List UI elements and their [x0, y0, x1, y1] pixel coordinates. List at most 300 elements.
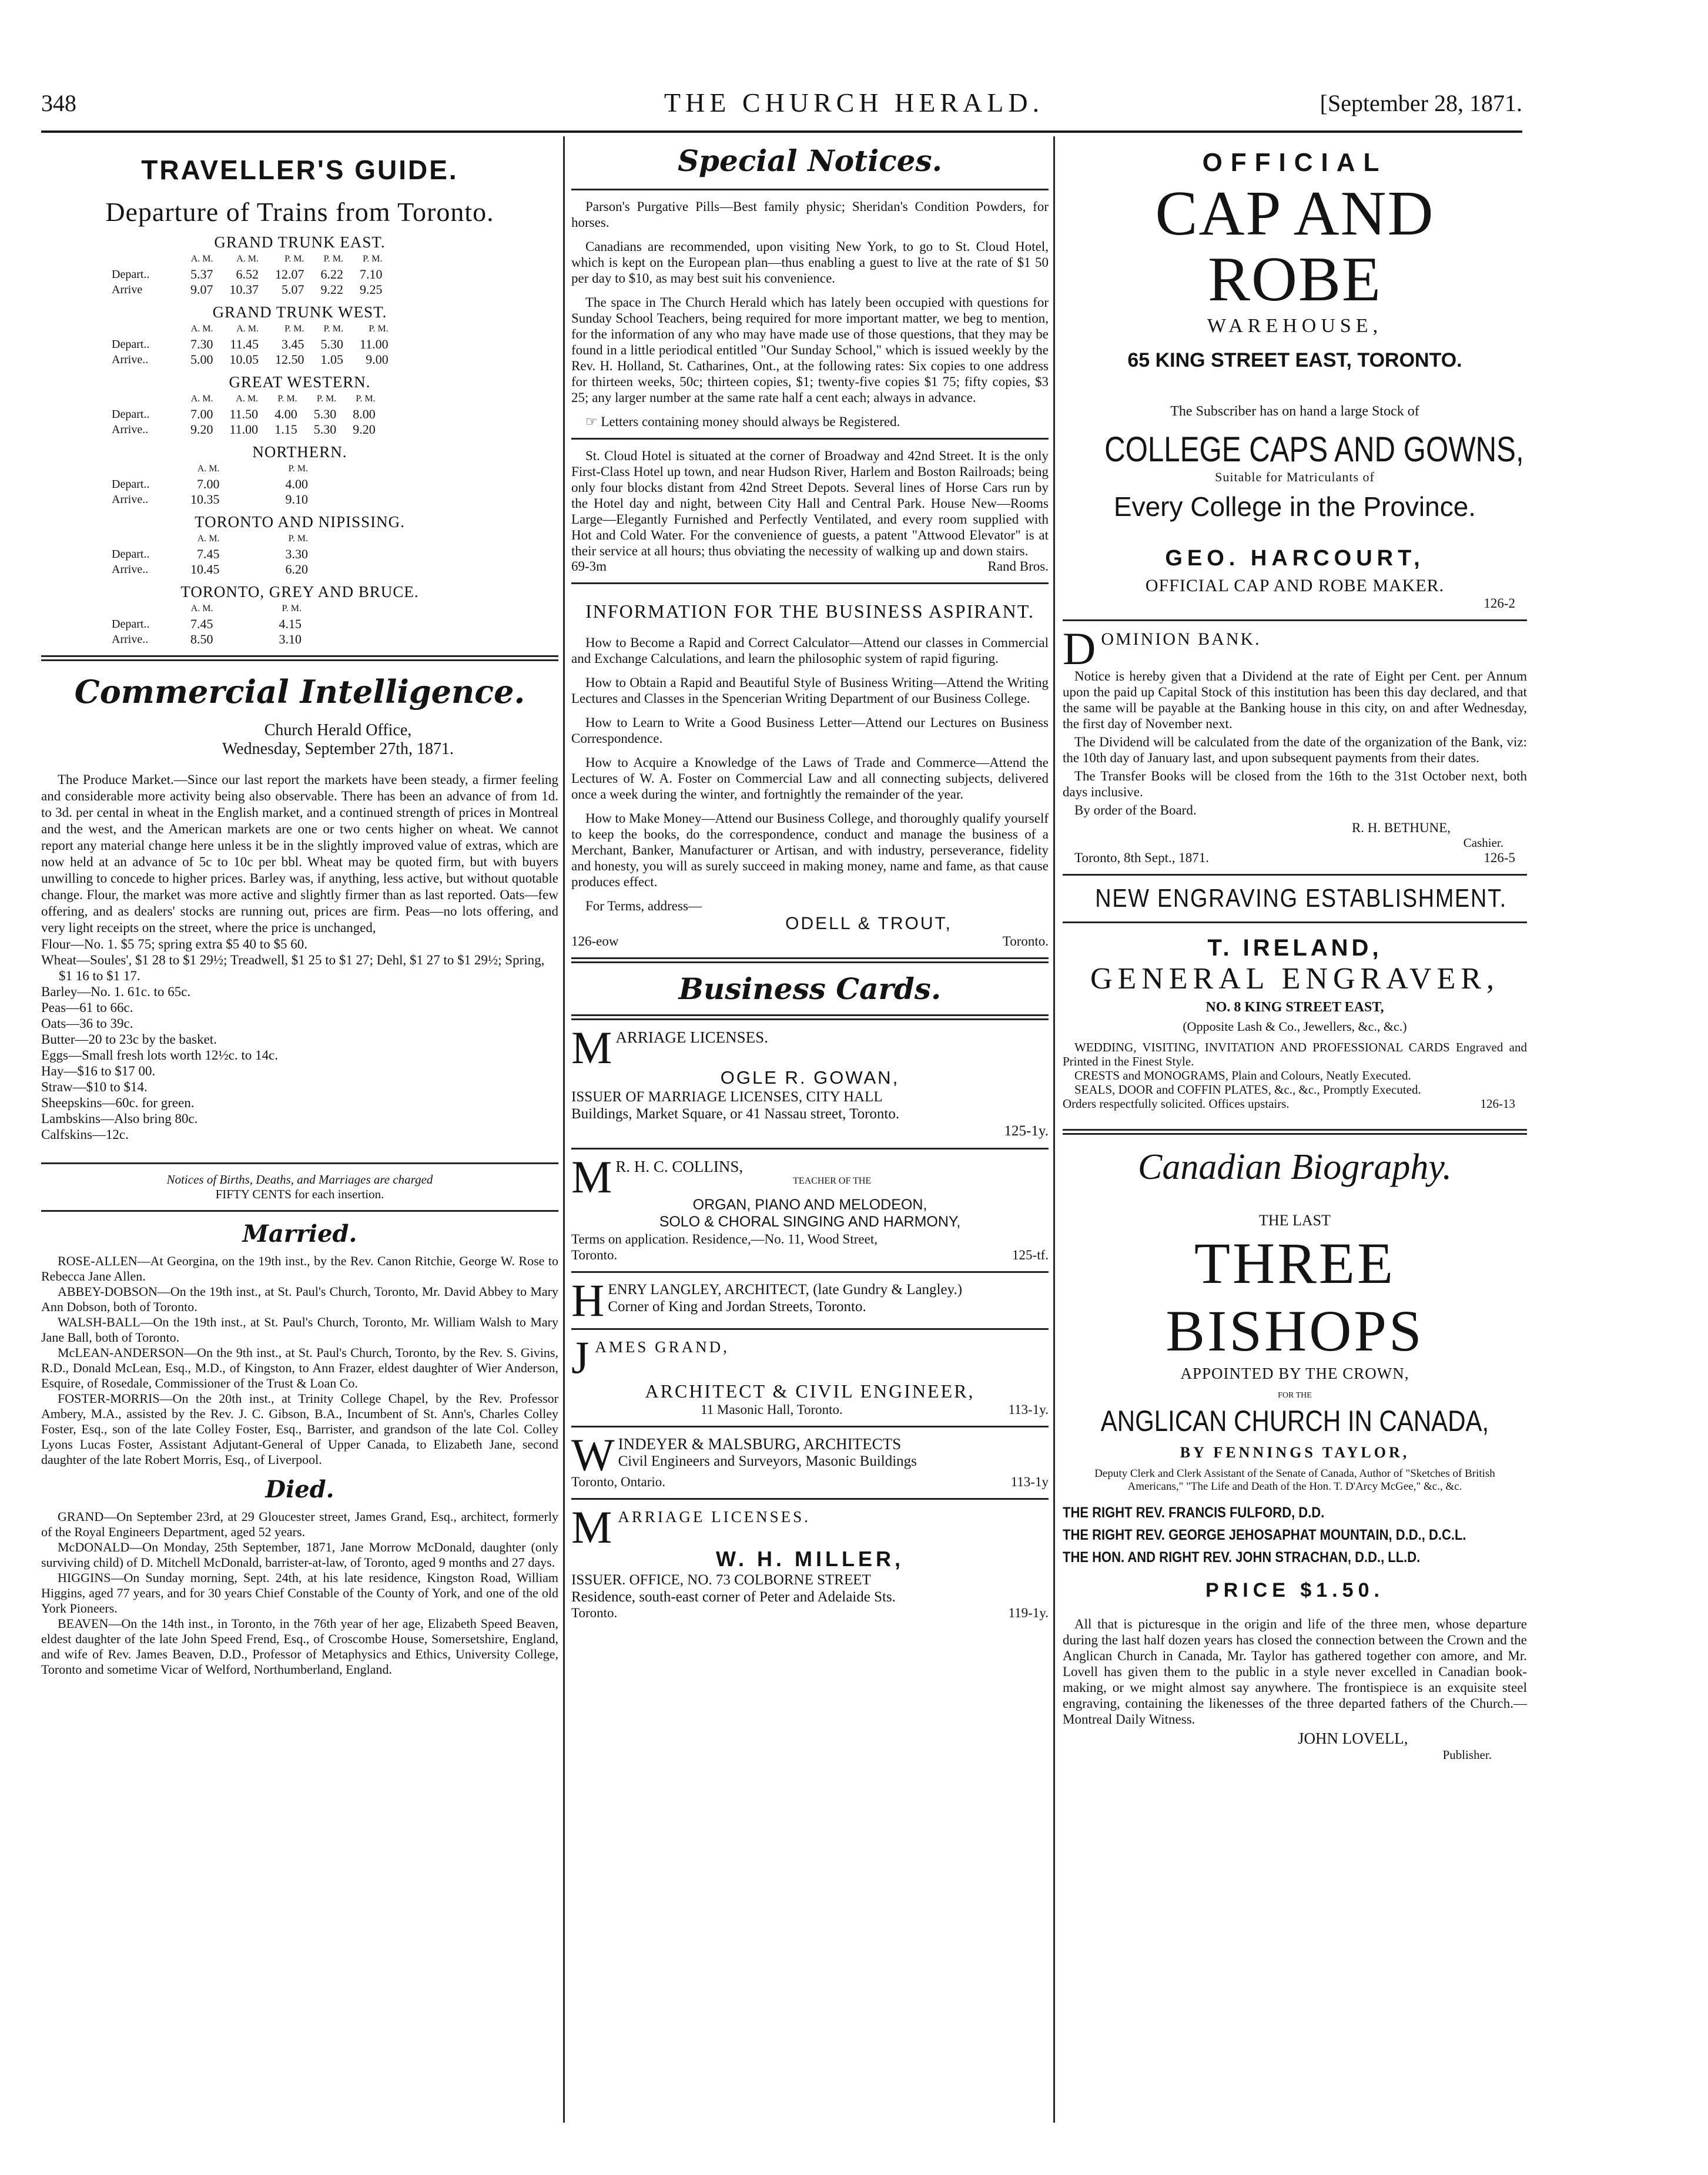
three-bishops-headline: THREE BISHOPS [1166, 1231, 1424, 1363]
timetable-time: 11.45 [230, 337, 259, 351]
terms-line: For Terms, address— [585, 899, 702, 913]
cap-robe-ref: 126-2 [1483, 596, 1515, 611]
engraver-opposite: (Opposite Lash & Co., Jewellers, &c., &c.) [1183, 1019, 1407, 1034]
timetable-corner [112, 601, 182, 616]
card-name: OGLE R. GOWAN, [720, 1067, 900, 1088]
timetable-corner [112, 531, 182, 547]
card-footer [571, 1248, 1049, 1263]
timetable-time [261, 492, 277, 507]
warehouse-address: 65 KING STREET EAST, TORONTO. [1127, 349, 1462, 371]
timetable-hour: A. M. [236, 324, 259, 334]
hotel-signature [571, 559, 1049, 574]
timetable-row [112, 562, 316, 577]
timetable-label: Arrive [112, 283, 143, 296]
card-line: Terms on application. Residence,—No. 11, Wood Street, [571, 1232, 878, 1246]
railway-name: GRAND TRUNK EAST. [214, 233, 386, 251]
railway-name: GREAT WESTERN. [229, 373, 371, 391]
column-rule [1053, 136, 1055, 2123]
section-rule [41, 655, 558, 661]
card-ref: 119-1y. [1008, 1606, 1049, 1620]
died-title: Died. [265, 1476, 334, 1503]
bishop-list [1063, 1502, 1527, 1569]
timetable-hour: A. M. [190, 604, 213, 614]
timetable-time: 9.20 [190, 422, 213, 437]
timetable-time: 5.30 [313, 422, 337, 437]
book-price: PRICE $1.50. [1205, 1579, 1384, 1601]
card-footer [571, 1402, 1049, 1417]
timetable-time: 10.37 [229, 282, 259, 297]
price-item: Straw—$10 to $14. [41, 1080, 148, 1094]
timetable-hour [245, 531, 261, 547]
timetable-time: 8.00 [353, 407, 376, 421]
bishop-name: THE RIGHT REV. GEORGE JEHOSAPHAT MOUNTAIN, D.D., D.C.L. [1063, 1527, 1466, 1543]
special-notices-list [571, 199, 1049, 430]
timetable-time: 10.45 [190, 562, 220, 577]
railway-name: TORONTO, GREY AND BRUCE. [180, 583, 419, 601]
card-langley [571, 1275, 1049, 1326]
price-item: Calfskins—12c. [41, 1127, 129, 1142]
card-line: Corner of King and Jordan Streets, Toronto. [608, 1299, 866, 1315]
card-ref: 125-tf. [1012, 1248, 1049, 1262]
section-rule [571, 1271, 1049, 1273]
marriage-notice: WALSH-BALL—On the 19th inst., at St. Paul's Church, Toronto, Mr. William Walsh to Mary Jane Ball, both of Toronto. [41, 1315, 558, 1345]
card-ref: 113-1y. [1008, 1402, 1049, 1417]
biography-title: Canadian Biography. [1138, 1147, 1452, 1187]
card-line: Residence, south-east corner of Peter and Adelaide Sts. [571, 1589, 896, 1605]
timetable [112, 461, 316, 507]
engraving-service: WEDDING, VISITING, INVITATION AND PROFESSIONAL CARDS Engraved and Printed in the Finest Style. [1063, 1040, 1527, 1068]
price-item: Hay—$16 to $17 00. [41, 1064, 156, 1078]
timetable-row [112, 422, 384, 437]
business-info-item: How to Acquire a Knowledge of the Laws of Trade and Commerce—Attend the Lectures of W. A. Foster on Commercial Law and all connecting subjects, delivered once a week during the winter, and fortnightly the remainder of the year. [571, 755, 1049, 802]
drop-cap: J [571, 1332, 592, 1383]
card-sub: TEACHER OF THE [793, 1176, 872, 1186]
timetable-time: 1.15 [274, 422, 297, 437]
bishop-name: THE RIGHT REV. FRANCIS FULFORD, D.D. [1063, 1504, 1325, 1521]
timetable-hour: P. M. [277, 394, 297, 404]
timetable-label: Depart.. [112, 338, 150, 351]
timetable-time: 12.50 [275, 352, 304, 367]
timetable-hour: A. M. [190, 254, 213, 264]
marriage-notice: ROSE-ALLEN—At Georgina, on the 19th inst., by the Rev. Canon Ritchie, George W. Rose to Rebecca Jane Allen. [41, 1254, 558, 1283]
timetable-time: 4.00 [274, 407, 297, 421]
timetable-row [112, 352, 397, 367]
timetable-hour: P. M. [284, 324, 304, 334]
timetable-time: 7.30 [190, 337, 213, 351]
timetable-hour: P. M. [356, 394, 376, 404]
timetable-time: 11.50 [229, 407, 259, 421]
section-rule [571, 1148, 1049, 1150]
timetable-hour: A. M. [197, 464, 220, 474]
timetable-hour: P. M. [288, 464, 308, 474]
card-ref: 125-1y. [1004, 1123, 1049, 1139]
timetable-hour [245, 461, 261, 477]
timetable-time: 10.05 [229, 352, 259, 367]
timetable-row [112, 632, 310, 647]
married-title: Married. [242, 1220, 357, 1248]
section-rule [41, 1162, 558, 1164]
maker-title: OFFICIAL CAP AND ROBE MAKER. [1145, 576, 1445, 595]
timetable-time: 9.07 [190, 282, 213, 297]
price-item: Lambskins—Also bring 80c. [41, 1111, 198, 1126]
every-college-line: Every College in the Province. [1113, 491, 1476, 522]
college-signature [571, 934, 1049, 949]
card-line: Civil Engineers and Surveyors, Masonic Buildings [618, 1453, 917, 1469]
book-review: All that is picturesque in the origin and life of the three men, whose departure during the last half dozen years has closed the connection between the Crown and the Anglican Church in Canada, Mr. Taylor has gathered together con amore, and Mr. Lovell has given them to the public in a style never excelled in Canadian book-making, or we might almost say anywhere. The frontispiece is an exquisite steel engraving, containing the likenesses of the three departed fathers of the Church.—Montreal Daily Witness. [1063, 1617, 1527, 1727]
timetable-hour: A. M. [190, 324, 213, 334]
card-city: Toronto, Ontario. [571, 1474, 666, 1489]
for-the-line: FOR THE [1278, 1391, 1312, 1400]
card-heading: ARRIAGE LICENSES. [618, 1508, 811, 1526]
timetable-time: 3.10 [279, 632, 302, 646]
timetable-time: 9.20 [353, 422, 376, 437]
commercial-title: Commercial Intelligence. [74, 673, 525, 711]
official-label: OFFICIAL [1202, 148, 1388, 177]
timetable [112, 252, 391, 297]
marriage-notice: FOSTER-MORRIS—On the 20th inst., at Trinity College Chapel, by the Rev. Professor Ambery, M.A., assisted by the Rev. J. C. Gibson, B.A., Incumbent of St. Ann's, Charles Colley Foster, Esq., son of the late Colley Foster, Esq., Barrister, and grandson of the late Col. Colley Lyons Lucas Foster, Assistant Adjutant-General of Upper Canada, to Elizabeth Jane, second daughter of the late Robert Morris, Esq., of Liverpool. [41, 1391, 558, 1467]
timetable-time [222, 616, 238, 632]
the-last-line: THE LAST [1258, 1212, 1331, 1229]
notice-charges [41, 1172, 558, 1202]
timetable-time: 4.15 [279, 616, 302, 631]
special-notice: ☞ Letters containing money should always be Registered. [585, 414, 900, 429]
marriage-notice: McLEAN-ANDERSON—On the 9th inst., at St. Paul's Church, Toronto, by the Rev. S. Givins, R.D., Donald McLean, Esq., M.D., of Kingston, to Ann Frazer, eldest daughter of Wier Anderson, Esquire, of Rosedale, Commissioner of the Trust & Loan Co. [41, 1345, 558, 1390]
engraving-service: CRESTS and MONOGRAMS, Plain and Colours, Neatly Executed. [1074, 1068, 1411, 1083]
special-notice: The space in The Church Herald which has lately been occupied with questions for Sunday School Teachers, being required for more important matter, we beg to mention, for the information of any who may have made use of those questions, that they may be found in a little periodical entitled "Our Sunday School," which is issued weekly by the Rev. H. Holland, St. Catharines, Ont., at the following rates: Six copies to one address for thirteen weeks, 50c; thirteen copies, $1; twenty-five copies $1 75; fifty copies, $3 25; any larger number at the same rate half a cent each; always in advance. [571, 295, 1049, 405]
timetable-time: 7.45 [197, 547, 220, 561]
engraving-footer [1063, 1097, 1527, 1111]
timetable-hour [228, 531, 245, 547]
timetable [112, 601, 310, 647]
bank-title: OMINION BANK. [1101, 629, 1261, 649]
office-line [118, 721, 558, 759]
timetable-time: 9.10 [285, 492, 308, 507]
death-notice: McDONALD—On Monday, 25th September, 1871, Jane Morrow McDonald, daughter (only surviving child) of D. Mitchell McDonald, barrister-at-law, of Toronto, aged 9 months and 27 days. [41, 1540, 558, 1570]
timetable-hour: P. M. [323, 324, 343, 334]
masthead: THE CHURCH HERALD. [664, 88, 1044, 118]
business-info-item: How to Make Money—Attend our Business College, and thoroughly qualify yourself to keep the books, do the correspondence, conduct and manage the business of a Merchant, Banker, Manufacturer or Artisan, and with industry, perseverance, fidelity and honesty, you will as surely succeed in making money, name and fame, as that cause produces effect. [571, 811, 1049, 889]
bank-paragraph: The Dividend will be calculated from the date of the organization of the Bank, viz: the 10th day of January last, and upon subsequent payments from their dates. [1063, 735, 1527, 765]
card-line: SOLO & CHORAL SINGING AND HARMONY, [659, 1214, 961, 1230]
bank-signer: R. H. BETHUNE, [1351, 820, 1451, 835]
bank-paragraph: By order of the Board. [1074, 803, 1197, 817]
timetable-hour: A. M. [236, 394, 259, 404]
section-rule [571, 957, 1049, 963]
timetable-label: Arrive.. [112, 633, 149, 646]
section-rule [571, 1014, 1049, 1020]
timetable-hour: P. M. [323, 254, 343, 264]
timetable-hour [261, 461, 277, 477]
timetable-time: 7.45 [190, 616, 213, 631]
card-gowan [571, 1022, 1049, 1140]
engraving-headline: NEW ENGRAVING ESTABLISHMENT. [1095, 884, 1507, 913]
bank-dateline: Toronto, 8th Sept., 1871. [1074, 850, 1210, 865]
caps-gowns-headline: COLLEGE CAPS AND GOWNS, [1104, 430, 1524, 469]
timetable [112, 391, 384, 437]
travellers-guide-title: TRAVELLER'S GUIDE. [141, 155, 458, 185]
death-notice: HIGGINS—On Sunday morning, Sept. 24th, at his late residence, Kingston Road, William Higgins, aged 77 years, and for 30 years Chief Constable of the County of York, and one of the old York Pioneers. [41, 1570, 558, 1616]
timetable-hour [261, 531, 277, 547]
timetable-time: 5.07 [282, 282, 304, 297]
college-firm: ODELL & TROUT, [785, 914, 952, 933]
price-item: Wheat—Soules', $1 28 to $1 29½; Treadwell, $1 25 to $1 27; Dehl, $1 27 to $1 29½; Spring, $1 16 to $1 17. [41, 953, 545, 983]
section-rule [1063, 1129, 1527, 1135]
timetable-row [112, 616, 310, 632]
price-item: Barley—No. 1. 61c. to 65c. [41, 984, 191, 999]
section-rule [1063, 874, 1527, 876]
card-grand [571, 1332, 1049, 1417]
card-windeyer [571, 1429, 1049, 1490]
timetable-time: 7.00 [190, 407, 213, 421]
timetable-time: 1.05 [320, 352, 343, 367]
timetable-time [238, 616, 254, 632]
timetable-time [261, 562, 277, 577]
train-timetable [41, 233, 558, 647]
college-ref: 126-eow [571, 934, 619, 949]
timetable-row [112, 267, 391, 282]
death-notice: BEAVEN—On the 14th inst., in Toronto, in the 76th year of her age, Elizabeth Speed Beaven, eldest daughter of the late John Speed Frend, Esq., of Croscombe House, Somersetshire, England, and wife of Rev. James Beaven, D.D., Professor of Metaphysics and Ethics, University College, Toronto and sometime Vicar of Welford, Northumberland, England. [41, 1616, 558, 1677]
timetable-hour: P. M. [369, 324, 389, 334]
card-heading: R. H. C. COLLINS, [615, 1158, 744, 1175]
drop-cap: M [571, 1022, 612, 1073]
appointed-line: APPOINTED BY THE CROWN, [1180, 1365, 1409, 1382]
timetable-corner [112, 321, 182, 337]
marriage-notice: ABBEY-DOBSON—On the 19th inst., at St. Paul's Church, Toronto, Mr. David Abbey to Mary Ann Dobson, both of Toronto. [41, 1284, 558, 1314]
card-miller [571, 1502, 1049, 1621]
timetable-time [228, 562, 245, 577]
column-middle [571, 141, 1049, 1621]
drop-cap: M [571, 1151, 612, 1202]
timetable-row [112, 407, 384, 422]
special-notices-title: Special Notices. [677, 143, 943, 178]
engraving-ref: 126-13 [1480, 1097, 1515, 1111]
timetable-hour: P. M. [363, 254, 383, 264]
timetable-time: 6.20 [285, 562, 308, 577]
timetable-time: 3.30 [285, 547, 308, 561]
hotel-advert: St. Cloud Hotel is situated at the corner of Broadway and 42nd Street. It is the only First-Class Hotel up town, and near Hudson River, Harlem and Boston Railroads; being only four blocks distant from 42nd Street Depots. Several lines of Horse Cars run by the Hotel day and night, between City Hall and Central Park. House New—Rooms Large—Elegantly Furnished and Perfectly Ventilated, and every room supplied with Hot and Cold Water. For the convenience of guests, a patent "Attwood Elevator" is at their service at all hours; thus obviating the necessity of walking up and down stairs. [571, 448, 1049, 558]
section-rule [1063, 619, 1527, 621]
hotel-ref: 69-3m [571, 559, 607, 574]
section-rule [571, 189, 1049, 190]
card-title: ARCHITECT & CIVIL ENGINEER, [645, 1380, 975, 1402]
page-number: 348 [41, 90, 76, 116]
section-rule [571, 1426, 1049, 1427]
timetable-time [228, 547, 245, 562]
issue-date: [September 28, 1871. [1319, 90, 1522, 116]
timetable-time [222, 632, 238, 647]
card-city: Toronto. [571, 1248, 618, 1262]
engraver-trade: GENERAL ENGRAVER, [1090, 962, 1500, 996]
author-line: BY FENNINGS TAYLOR, [1180, 1444, 1410, 1461]
special-notice: Parson's Purgative Pills—Best family physic; Sheridan's Condition Powders, for horses. [571, 199, 1049, 230]
engraver-address: NO. 8 KING STREET EAST, [1205, 1000, 1384, 1015]
timetable-hour [254, 601, 271, 616]
author-description: Deputy Clerk and Clerk Assistant of the Senate of Canada, Author of "Sketches of British Americans," "The Life and Death of the Hon. T. D'Arcy McGee," &c., &c. [1094, 1467, 1495, 1493]
timetable-corner [112, 252, 182, 267]
timetable-label: Arrive.. [112, 493, 149, 506]
timetable-time: 8.50 [190, 632, 213, 646]
drop-cap: W [571, 1429, 615, 1480]
card-address: 11 Masonic Hall, Toronto. [701, 1402, 843, 1417]
business-info-title: INFORMATION FOR THE BUSINESS ASPIRANT. [585, 601, 1034, 622]
suitable-line: Suitable for Matriculants of [1215, 470, 1375, 484]
card-name: W. H. MILLER, [716, 1547, 904, 1571]
timetable-row [112, 547, 316, 562]
notice-charge-line: Notices of Births, Deaths, and Marriages are charged [166, 1172, 433, 1187]
business-cards-title: Business Cards. [678, 971, 942, 1006]
timetable-time [245, 477, 261, 492]
section-rule [571, 1328, 1049, 1330]
timetable-hour [222, 601, 238, 616]
card-line: ORGAN, PIANO AND MELODEON, [692, 1197, 927, 1213]
timetable-time: 4.00 [285, 477, 308, 491]
bank-paragraph: Notice is hereby given that a Dividend at the rate of Eight per Cent. per Annum upon the paid up Capital Stock of this institution has been this day declared, and that the same will be payable at the Banking house in this city, on and after Wednesday, the first day of November next. [1063, 669, 1527, 731]
timetable-hour: A. M. [190, 394, 213, 404]
business-info-item: How to Obtain a Rapid and Beautiful Style of Business Writing—Attend the Writing Lectures and Classes in the Spencerian Writing Department of our Business College. [571, 675, 1049, 706]
timetable-time: 5.37 [190, 267, 213, 281]
timetable-row [112, 282, 391, 297]
timetable-corner [112, 461, 182, 477]
college-city: Toronto. [1002, 934, 1049, 949]
notice-charge-price: FIFTY CENTS for each insertion. [215, 1187, 384, 1201]
card-collins [571, 1151, 1049, 1263]
timetable-time [245, 547, 261, 562]
timetable-time [245, 562, 261, 577]
timetable-time: 5.30 [320, 337, 343, 351]
timetable-time [254, 632, 271, 647]
card-line: ISSUER. OFFICE, NO. 73 COLBORNE STREET [571, 1572, 871, 1588]
office-name: Church Herald Office, [264, 721, 412, 739]
bank-paragraphs [1063, 668, 1527, 818]
timetable-hour: A. M. [197, 534, 220, 544]
timetable-label: Depart.. [112, 408, 150, 421]
engraving-service: SEALS, DOOR and COFFIN PLATES, &c., &c., Promptly Executed. [1074, 1083, 1421, 1097]
card-footer [571, 1474, 1049, 1490]
timetable [112, 531, 316, 577]
travellers-guide-subtitle: Departure of Trains from Toronto. [105, 197, 494, 227]
header-rule [41, 130, 1522, 133]
bishop-name: THE HON. AND RIGHT REV. JOHN STRACHAN, D.D., LL.D. [1063, 1549, 1421, 1566]
died-list [41, 1509, 558, 1677]
timetable-time: 5.00 [190, 352, 213, 367]
publisher-title: Publisher. [1442, 1748, 1492, 1762]
dominion-bank-notice [1063, 623, 1527, 866]
price-item: Flour—No. 1. $5 75; spring extra $5 40 to $5 60. [41, 937, 307, 951]
cap-robe-headline: CAP AND ROBE [1155, 179, 1435, 314]
section-rule [571, 1498, 1049, 1500]
price-list [41, 936, 558, 1142]
timetable-time: 9.00 [366, 352, 389, 367]
anglican-church-line: ANGLICAN CHURCH IN CANADA, [1100, 1405, 1489, 1437]
maker-name: GEO. HARCOURT, [1165, 546, 1425, 571]
price-item: Sheepskins—60c. for green. [41, 1095, 195, 1110]
engraver-name: T. IRELAND, [1207, 935, 1382, 961]
timetable-time: 6.52 [236, 267, 259, 281]
timetable-label: Arrive.. [112, 563, 149, 576]
bank-signer-title: Cashier. [1463, 836, 1503, 850]
timetable-time: 10.35 [190, 492, 220, 507]
timetable-label: Depart.. [112, 268, 150, 281]
timetable-label: Depart.. [112, 478, 150, 491]
timetable-time [245, 492, 261, 507]
timetable-hour: P. M. [284, 254, 304, 264]
section-rule [41, 1210, 558, 1212]
timetable-hour [238, 601, 254, 616]
timetable-hour: P. M. [282, 604, 302, 614]
price-item: Butter—20 to 23c by the basket. [41, 1032, 217, 1047]
timetable-time [261, 477, 277, 492]
column-left [41, 141, 558, 1677]
timetable-time: 12.07 [275, 267, 304, 281]
married-list [41, 1254, 558, 1467]
business-info-item: How to Become a Rapid and Correct Calculator—Attend our classes in Commercial and Exchange Calculations, and learn the philosophic system of rapid figuring. [571, 635, 1049, 666]
bank-footer [1063, 850, 1527, 866]
publisher-name: JOHN LOVELL, [1298, 1730, 1408, 1747]
column-rule [563, 136, 565, 2123]
timetable-time: 9.22 [320, 282, 343, 297]
timetable-hour: P. M. [288, 534, 308, 544]
timetable-time: 11.00 [360, 337, 389, 351]
section-rule [571, 438, 1049, 440]
card-heading: AMES GRAND, [595, 1338, 729, 1356]
railway-name: GRAND TRUNK WEST. [212, 303, 387, 321]
column-right [1063, 141, 1527, 1762]
card-line: ISSUER OF MARRIAGE LICENSES, CITY HALL [571, 1089, 883, 1105]
price-item: Peas—61 to 66c. [41, 1000, 133, 1015]
timetable-time: 6.22 [320, 267, 343, 281]
timetable-time [254, 616, 271, 632]
hotel-signer: Rand Bros. [987, 559, 1049, 574]
warehouse-label: WAREHOUSE, [1207, 315, 1383, 337]
engraving-services [1063, 1040, 1527, 1097]
card-heading: ARRIAGE LICENSES. [615, 1028, 768, 1046]
market-report: The Produce Market.—Since our last report the markets have been steady, a firmer feeling and considerable more activity being also observable. There has been an advance of from 1d. to 3d. per cental in wheat in the English market, and a continued strength of prices in Montreal and the west, and the American markets are one or two cents higher on wheat. We cannot report any material change here unless it be in the slightly improved value of extras, which are now held at an advance of 5c to 10c per bbl. Wheat may be quoted firm, but with buyers unwilling to concede to higher prices. Barley was, if anything, less active, but without quotable change. Flour, the market was more active and slightly firmer than as last reported. Oats—few offering, and as dealers' stocks are running out, prices are firm. Peas—no lots offering, and very light receipts on the street, where the price is unchanged, [41, 772, 558, 935]
timetable-row [112, 492, 316, 507]
timetable-time: 9.25 [360, 282, 383, 297]
timetable-time: 7.10 [360, 267, 383, 281]
timetable-label: Arrive.. [112, 423, 149, 436]
railway-name: NORTHERN. [252, 443, 347, 461]
timetable [112, 321, 397, 367]
bank-ref: 126-5 [1483, 850, 1515, 865]
card-line: Buildings, Market Square, or 41 Nassau street, Toronto. [571, 1106, 900, 1122]
drop-cap: H [571, 1275, 605, 1326]
section-rule [1063, 921, 1527, 923]
business-info-item: How to Learn to Write a Good Business Letter—Attend our Lectures on Business Correspondence. [571, 715, 1049, 746]
engraving-orders: Orders respectfully solicited. Offices upstairs. [1063, 1097, 1290, 1111]
stock-line: The Subscriber has on hand a large Stock of [1170, 404, 1419, 419]
timetable-time: 7.00 [197, 477, 220, 491]
timetable-hour: P. M. [316, 394, 337, 404]
timetable-time [228, 477, 245, 492]
timetable-hour: A. M. [236, 254, 259, 264]
timetable-row [112, 337, 397, 352]
price-item: Eggs—Small fresh lots worth 12½c. to 14c. [41, 1048, 279, 1063]
timetable-time: 3.45 [282, 337, 304, 351]
timetable-row [112, 477, 316, 492]
timetable-label: Depart.. [112, 618, 150, 631]
card-city: Toronto. [571, 1606, 618, 1620]
special-notice: Canadians are recommended, upon visiting New York, to go to St. Cloud Hotel, which is kept on the European plan—thus enabling a guest to live at the rate of $1 50 per day to $10, as may best suit his convenience. [571, 239, 1049, 286]
drop-cap: D [1063, 623, 1098, 674]
section-rule [571, 582, 1049, 584]
card-heading: ENRY LANGLEY, ARCHITECT, (late Gundry & Langley.) [608, 1282, 963, 1298]
bank-paragraph: The Transfer Books will be closed from the 16th to the 31st October next, both days inclusive. [1063, 769, 1527, 799]
death-notice: GRAND—On September 23rd, at 29 Gloucester street, James Grand, Esq., architect, formerly of the Royal Engineers Department, aged 52 years. [41, 1509, 558, 1539]
railway-name: TORONTO AND NIPISSING. [195, 513, 405, 531]
card-heading: INDEYER & MALSBURG, ARCHITECTS [618, 1435, 902, 1453]
timetable-corner [112, 391, 182, 407]
